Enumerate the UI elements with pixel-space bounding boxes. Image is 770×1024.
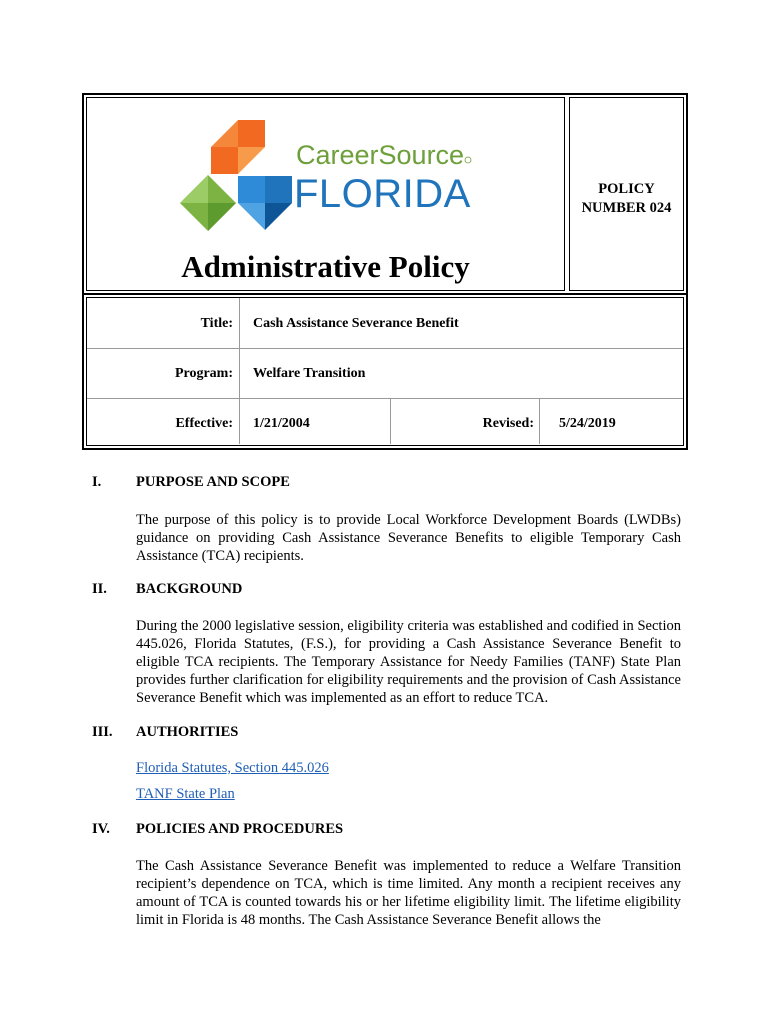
section-heading-policies: POLICIES AND PROCEDURES [136, 821, 344, 837]
row-divider [87, 398, 683, 399]
policy-info-table [82, 293, 688, 450]
row-divider [87, 348, 683, 349]
section-number: IV. [92, 821, 110, 837]
careersource-florida-logo [180, 120, 480, 238]
logo-brand-name: CareerSource [296, 140, 465, 170]
link-tanf-state-plan[interactable]: TANF State Plan [136, 786, 235, 802]
revised-value: 5/24/2019 [559, 416, 616, 431]
section-heading-authorities: AUTHORITIES [136, 724, 239, 740]
title-value: Cash Assistance Severance Benefit [253, 316, 459, 331]
logo-blue-tile [238, 176, 292, 230]
column-divider [239, 298, 240, 444]
effective-value: 1/21/2004 [253, 416, 310, 431]
logo-orange-tile [211, 120, 265, 174]
policy-label: POLICY [598, 181, 655, 197]
page-title: Administrative Policy [181, 249, 470, 284]
program-label: Program: [174, 366, 233, 381]
title-label: Title: [200, 316, 233, 331]
logo-brand-state: FLORIDA [294, 172, 471, 216]
column-divider [539, 398, 540, 444]
section-number: III. [92, 724, 113, 740]
effective-label: Effective: [175, 416, 233, 431]
section-number: I. [92, 474, 102, 490]
policy-header [82, 93, 688, 295]
policy-info-inner [86, 297, 684, 446]
registered-mark-icon [465, 157, 471, 163]
logo-green-tile [180, 175, 236, 231]
section-heading-background: BACKGROUND [136, 581, 243, 597]
link-florida-statutes[interactable]: Florida Statutes, Section 445.026 [136, 760, 329, 776]
policy-number [570, 180, 683, 218]
header-logo-panel [86, 97, 565, 291]
revised-label: Revised: [482, 416, 534, 431]
section-text-policies: The Cash Assistance Severance Benefit was implemented to reduce a Welfare Transition recipient’s dependence on TCA, which is time limited. Any month a recipient receives any amount of TCA is counted towards his or her lifetime eligibility limit. The lifetime eligibility limit in Florida is 48 months. The Cash Assistance Severance Benefit allows the [136, 858, 681, 928]
policy-number-panel [569, 97, 684, 291]
program-value: Welfare Transition [253, 366, 366, 381]
section-heading-purpose: PURPOSE AND SCOPE [136, 474, 290, 490]
section-number: II. [92, 581, 107, 597]
section-text-background: During the 2000 legislative session, eligibility criteria was established and codified in Section 445.026, Florida Statutes, (F.S.), for providing a Cash Assistance Severance Benefit to eligible TCA recipients. The Temporary Assistance for Needy Families (TANF) State Plan provides further clarification for eligibility requirements and the provision of Cash Assistance Severance Benefit which was implemented as an effort to reduce TCA. [136, 618, 681, 706]
section-text-purpose: The purpose of this policy is to provide Local Workforce Development Boards (LWDBs) guidance on providing Cash Assistance Severance Benefits to eligible Temporary Cash Assistance (TCA) recipients. [136, 512, 681, 564]
policy-number-value: NUMBER 024 [581, 200, 672, 216]
